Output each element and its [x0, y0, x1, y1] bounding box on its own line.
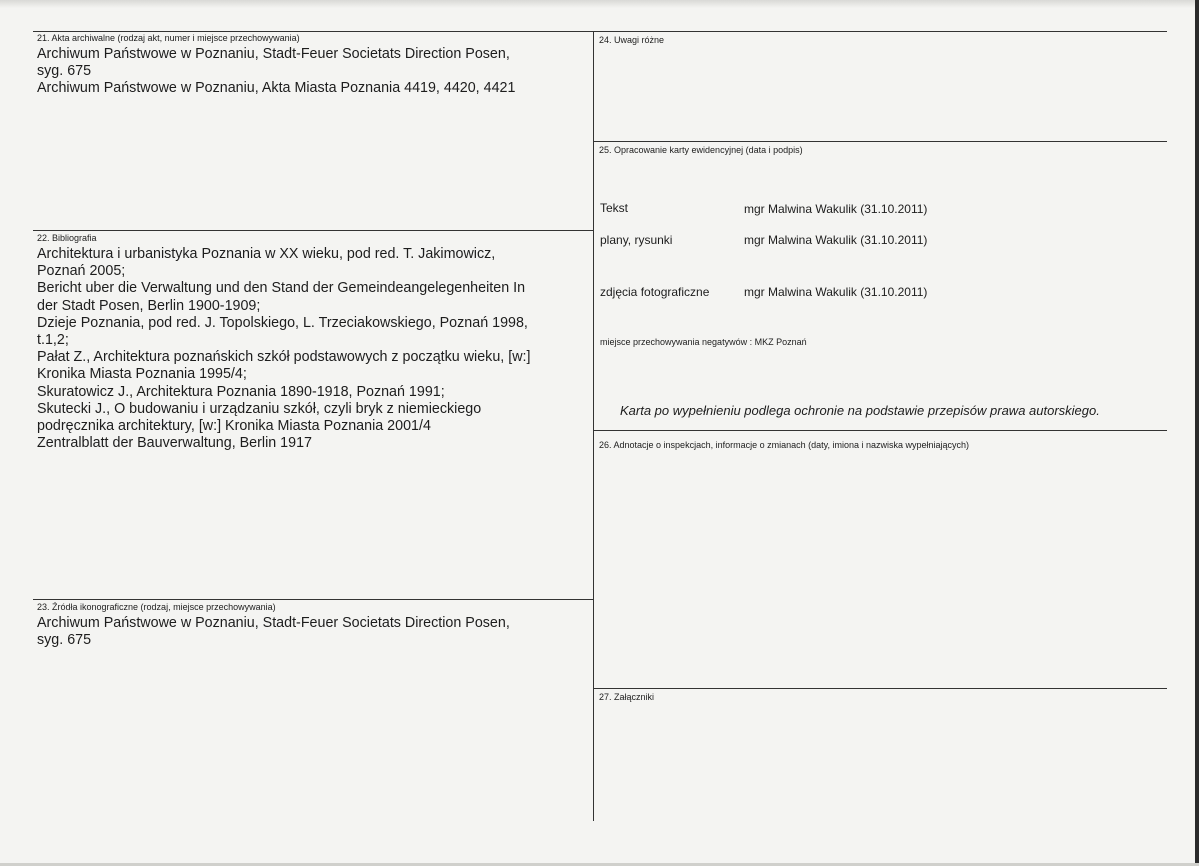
- scan-right-edge: [1195, 0, 1199, 866]
- bibliography-line: podręcznika architektury, [w:] Kronika Miasta Poznania 2001/4: [37, 418, 431, 435]
- section-23-content: [37, 615, 510, 649]
- bibliography-line: Poznań 2005;: [37, 263, 126, 280]
- bibliography-line: Kronika Miasta Poznania 1995/4;: [37, 366, 247, 383]
- row-value-zdjecia: mgr Malwina Wakulik (31.10.2011): [744, 285, 928, 299]
- column-divider: [593, 31, 594, 821]
- section-23-label: 23. Źródła ikonograficzne (rodzaj, miejsce przechowywania): [37, 602, 276, 612]
- bibliography-line: der Stadt Posen, Berlin 1900-1909;: [37, 297, 261, 314]
- section-21-label: 21. Akta archiwalne (rodzaj akt, numer i miejsce przechowywania): [37, 33, 300, 43]
- bibliography-line: Skuratowicz J., Architektura Poznania 1890-1918, Poznań 1991;: [37, 383, 445, 400]
- rule-22: [33, 230, 594, 231]
- section-21-line: Archiwum Państwowe w Poznaniu, Stadt-Feuer Societats Direction Posen,: [37, 46, 510, 62]
- section-21-line: syg. 675: [37, 63, 92, 80]
- bibliography-line: Skutecki J., O budowaniu i urządzaniu szkół, czyli bryk z niemieckiego: [37, 400, 482, 417]
- bibliography-line: Pałat Z., Architektura poznańskich szkół podstawowych z początku wieku, [w:]: [37, 349, 531, 366]
- rule-top-left: [33, 31, 594, 32]
- scan-top-shadow: [0, 0, 1199, 8]
- rule-25: [594, 141, 1167, 142]
- row-label-plany: plany, rysunki: [600, 233, 673, 247]
- section-26-label: 26. Adnotacje o inspekcjach, informacje o zmianach (daty, imiona i nazwiska wypełniających): [599, 440, 970, 450]
- section-23-line: syg. 675: [37, 632, 92, 649]
- rule-top-right: [594, 31, 1167, 32]
- rule-26: [594, 430, 1167, 431]
- copyright-notice: Karta po wypełnieniu podlega ochronie na podstawie przepisów prawa autorskiego.: [620, 403, 1100, 418]
- row-value-tekst: mgr Malwina Wakulik (31.10.2011): [744, 202, 928, 216]
- section-23-line: Archiwum Państwowe w Poznaniu, Stadt-Feuer Societats Direction Posen,: [37, 615, 510, 631]
- rule-23: [33, 599, 594, 600]
- section-22-label: 22. Bibliografia: [37, 233, 97, 243]
- bibliography-line: t.1,2;: [37, 332, 69, 349]
- row-value-plany: mgr Malwina Wakulik (31.10.2011): [744, 233, 928, 247]
- bibliography-line: Zentralblatt der Bauverwaltung, Berlin 1917: [37, 435, 312, 452]
- bibliography-line: Dzieje Poznania, pod red. J. Topolskiego, L. Trzeciakowskiego, Poznań 1998,: [37, 314, 528, 331]
- row-label-tekst: Tekst: [600, 201, 629, 215]
- negatives-location: miejsce przechowywania negatywów : MKZ Poznań: [600, 337, 807, 347]
- section-24-label: 24. Uwagi różne: [599, 35, 665, 45]
- section-22-content: [37, 246, 530, 452]
- section-25-label: 25. Opracowanie karty ewidencyjnej (data i podpis): [599, 145, 803, 155]
- bibliography-line: Architektura i urbanistyka Poznania w XX wieku, pod red. T. Jakimowicz,: [37, 246, 496, 262]
- rule-27: [594, 688, 1167, 689]
- bibliography-line: Bericht uber die Verwaltung und den Stand der Gemeindeangelegenheiten In: [37, 280, 526, 297]
- section-27-label: 27. Załączniki: [599, 692, 655, 702]
- section-21-content: [37, 46, 515, 98]
- section-21-line: Archiwum Państwowe w Poznaniu, Akta Miasta Poznania 4419, 4420, 4421: [37, 80, 516, 97]
- row-label-zdjecia: zdjęcia fotograficzne: [600, 285, 710, 299]
